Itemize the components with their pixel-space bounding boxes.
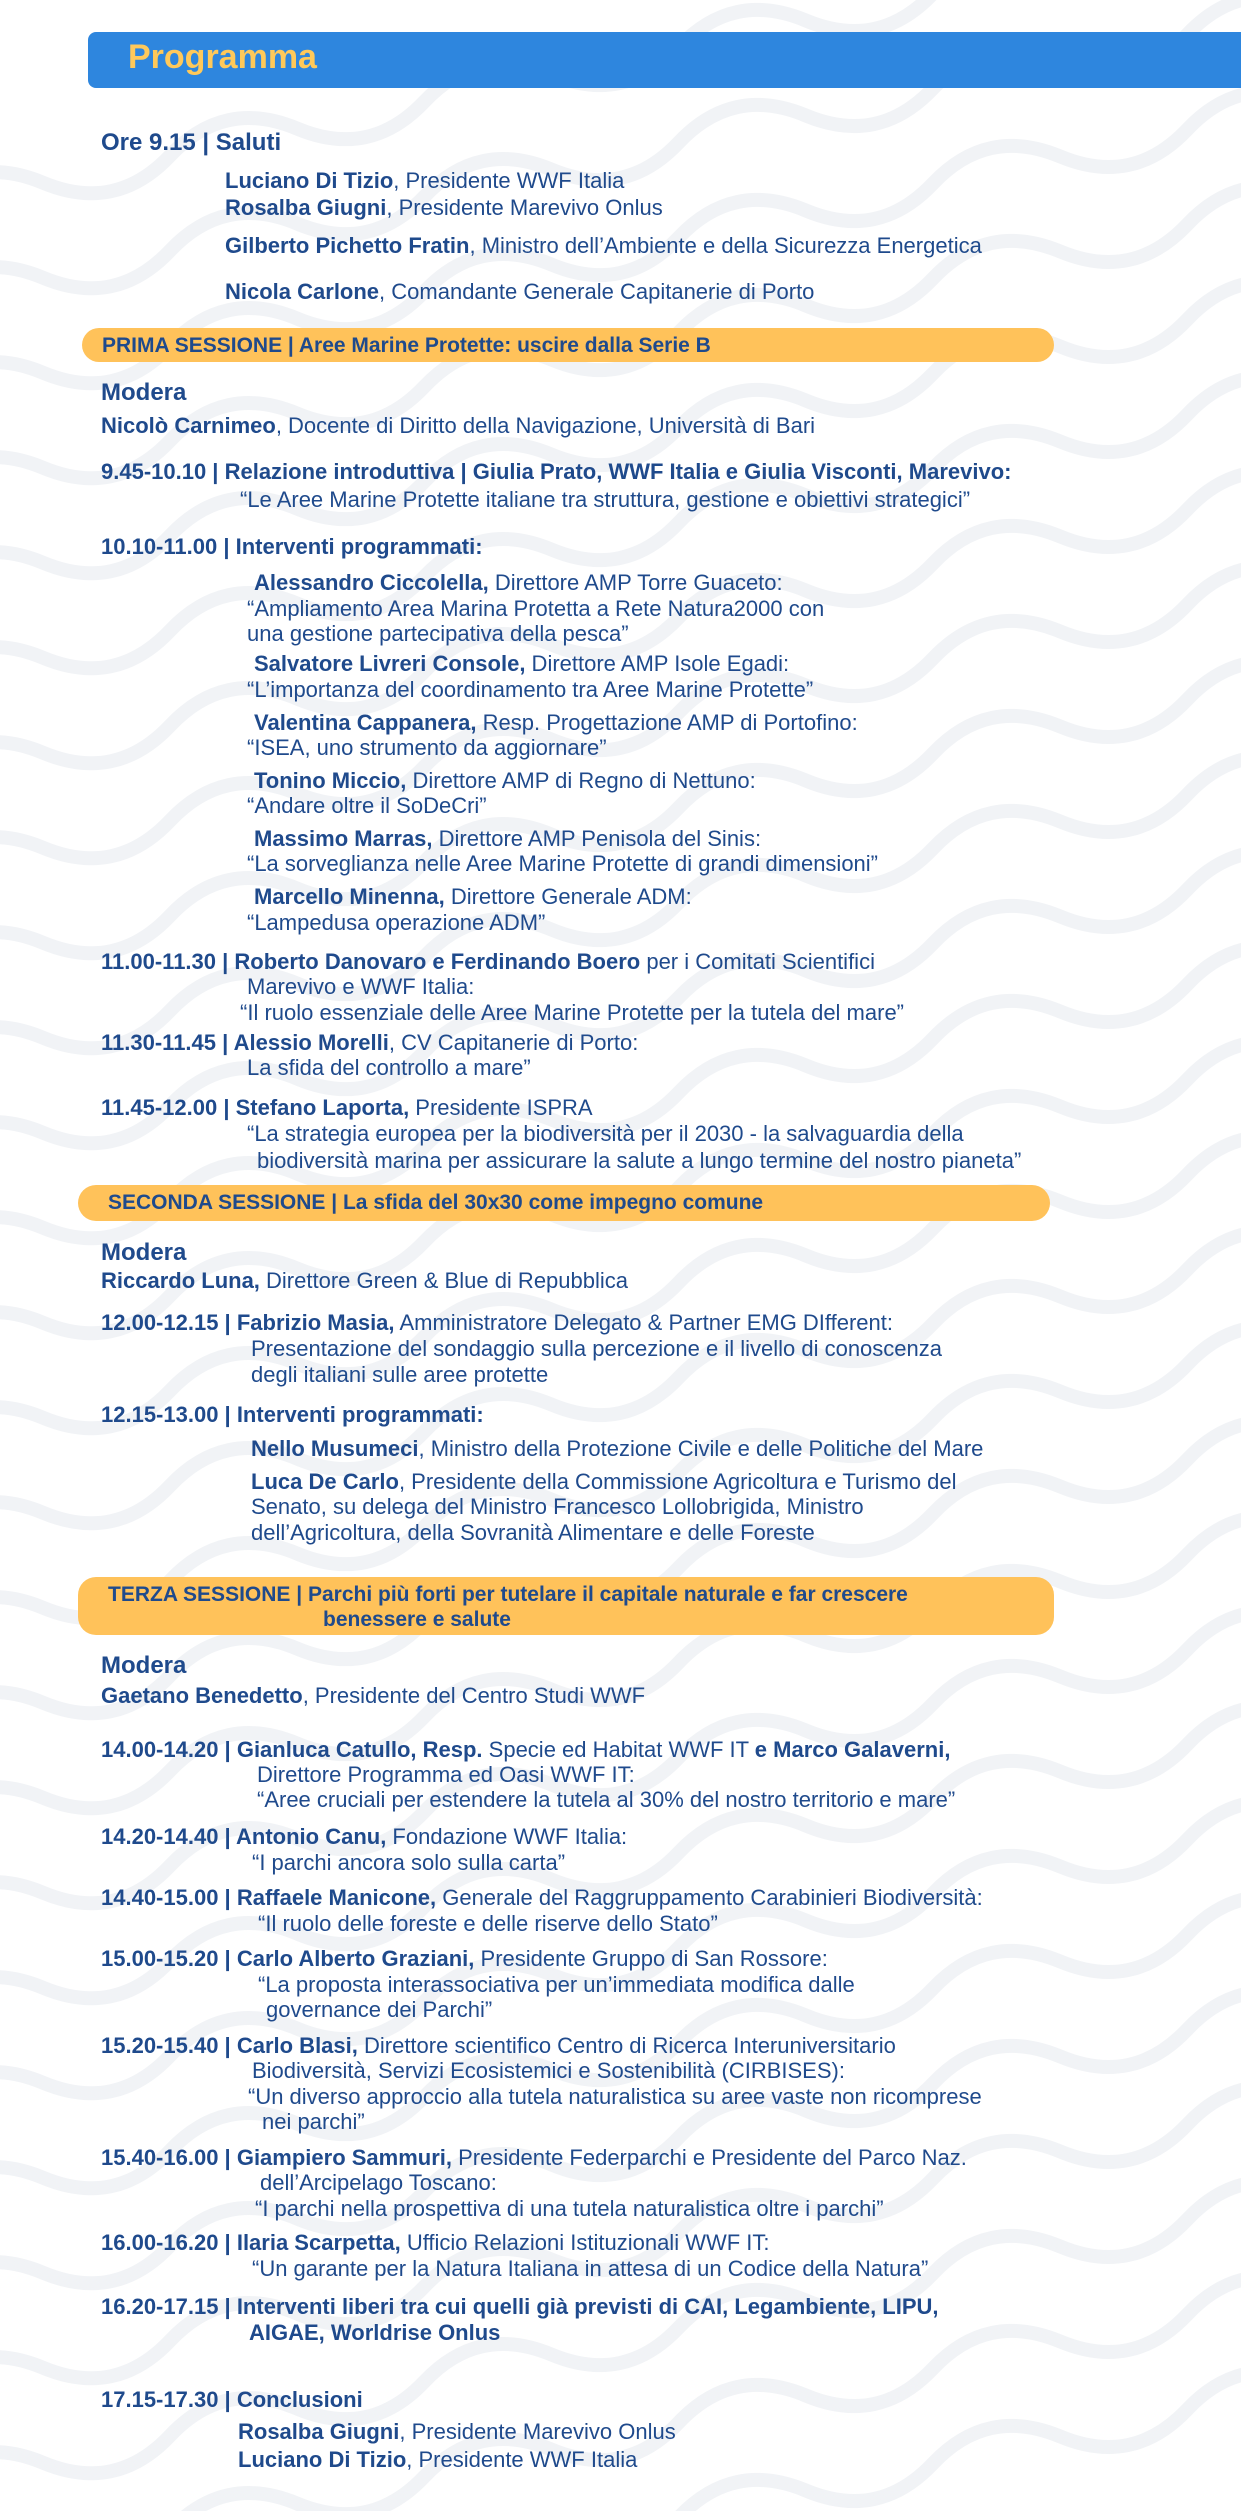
- agenda-item: 16.00-16.20 | Ilaria Scarpetta, Ufficio Relazioni Istituzionali WWF IT:: [101, 2230, 770, 2255]
- session1-talks-label: 10.10-11.00 | Interventi programmati:: [101, 534, 483, 559]
- talk-speaker: Tonino Miccio, Direttore AMP di Regno di Nettuno:: [254, 768, 756, 793]
- talk-speaker: Massimo Marras, Direttore AMP Penisola del Sinis:: [254, 826, 762, 851]
- talk-speaker: Nello Musumeci, Ministro della Protezione Civile e delle Politiche del Mare: [251, 1436, 984, 1461]
- agenda-item-line2: Biodiversità, Servizi Ecosistemici e Sostenibilità (CIRBISES):: [252, 2058, 845, 2083]
- program-title: Programma: [128, 38, 317, 76]
- talk-speaker: Alessandro Ciccolella, Direttore AMP Torre Guaceto:: [254, 570, 783, 595]
- session1-intro: 9.45-10.10 | Relazione introduttiva | Giulia Prato, WWF Italia e Giulia Visconti, Marevivo:: [101, 459, 1012, 484]
- talk-speaker-line2: Senato, su delega del Ministro Francesco Lollobrigida, Ministro: [251, 1494, 864, 1519]
- session1-header: PRIMA SESSIONE | Aree Marine Protette: uscire dalla Serie B: [82, 328, 1054, 362]
- talk-quote: “Lampedusa operazione ADM”: [247, 910, 546, 935]
- agenda-item-quote: governance dei Parchi”: [266, 1997, 493, 2022]
- opening-speaker: Luciano Di Tizio, Presidente WWF Italia: [225, 168, 625, 193]
- session2-moderator-label: Modera: [101, 1239, 187, 1266]
- talk-speaker: Valentina Cappanera, Resp. Progettazione AMP di Portofino:: [254, 710, 858, 735]
- agenda-item-line2: Presentazione del sondaggio sulla percezione e il livello di conoscenza: [251, 1336, 942, 1361]
- agenda-item: 11.00-11.30 | Roberto Danovaro e Ferdinando Boero per i Comitati Scientifici: [101, 949, 875, 974]
- agenda-item-quote: “Aree cruciali per estendere la tutela al 30% del nostro territorio e mare”: [257, 1787, 956, 1812]
- session2-moderator: Riccardo Luna, Direttore Green & Blue di Repubblica: [101, 1268, 629, 1293]
- session1-moderator-label: Modera: [101, 379, 187, 406]
- agenda-item-line2: dell’Arcipelago Toscano:: [260, 2170, 497, 2195]
- talk-quote: “L’importanza del coordinamento tra Aree Marine Protette”: [247, 677, 814, 702]
- agenda-item-quote: “I parchi nella prospettiva di una tutela naturalistica oltre i parchi”: [255, 2196, 884, 2221]
- closing-time: 17.15-17.30 | Conclusioni: [101, 2387, 363, 2412]
- agenda-item-quote: “Il ruolo delle foreste e delle riserve dello Stato”: [258, 1911, 718, 1936]
- agenda-item: 11.30-11.45 | Alessio Morelli, CV Capitanerie di Porto:: [101, 1030, 639, 1055]
- agenda-item: 11.45-12.00 | Stefano Laporta, Presidente ISPRA: [101, 1095, 593, 1120]
- session2-talks-label: 12.15-13.00 | Interventi programmati:: [101, 1402, 484, 1427]
- agenda-item: 16.20-17.15 | Interventi liberi tra cui quelli già previsti di CAI, Legambiente, LIPU,: [101, 2294, 939, 2319]
- closing-speaker: Rosalba Giugni, Presidente Marevivo Onlus: [238, 2419, 676, 2444]
- session1-intro-quote: “Le Aree Marine Protette italiane tra struttura, gestione e obiettivi strategici”: [240, 487, 971, 512]
- talk-quote: una gestione partecipativa della pesca”: [247, 621, 629, 646]
- agenda-item: 14.40-15.00 | Raffaele Manicone, Generale del Raggruppamento Carabinieri Biodiversità:: [101, 1885, 983, 1910]
- talk-speaker: Luca De Carlo, Presidente della Commissione Agricoltura e Turismo del: [251, 1469, 957, 1494]
- opening-speaker: Gilberto Pichetto Fratin, Ministro dell’Ambiente e della Sicurezza Energetica: [225, 233, 982, 258]
- agenda-item-line2: Marevivo e WWF Italia:: [247, 974, 475, 999]
- agenda-item: 15.20-15.40 | Carlo Blasi, Direttore scientifico Centro di Ricerca Interuniversitario: [101, 2033, 896, 2058]
- opening-time: Ore 9.15 | Saluti: [101, 129, 282, 156]
- agenda-item: 14.20-14.40 | Antonio Canu, Fondazione WWF Italia:: [101, 1824, 628, 1849]
- agenda-item: 15.00-15.20 | Carlo Alberto Graziani, Presidente Gruppo di San Rossore:: [101, 1946, 828, 1971]
- talk-speaker: Marcello Minenna, Direttore Generale ADM:: [254, 884, 692, 909]
- agenda-item-quote: “Un diverso approccio alla tutela naturalistica su aree vaste non ricomprese: [248, 2084, 982, 2109]
- agenda-item-quote: nei parchi”: [262, 2109, 365, 2134]
- agenda-item-quote: “I parchi ancora solo sulla carta”: [252, 1850, 566, 1875]
- session3-moderator: Gaetano Benedetto, Presidente del Centro Studi WWF: [101, 1683, 646, 1708]
- talk-quote: “ISEA, uno strumento da aggiornare”: [247, 735, 607, 760]
- agenda-item-quote: biodiversità marina per assicurare la salute a lungo termine del nostro pianeta”: [257, 1148, 1022, 1173]
- session3-header: [78, 1577, 1054, 1635]
- agenda-item: 12.00-12.15 | Fabrizio Masia, Amministratore Delegato & Partner EMG DIfferent:: [101, 1310, 894, 1335]
- talk-quote: “La sorveglianza nelle Aree Marine Protette di grandi dimensioni”: [247, 851, 879, 876]
- agenda-item-quote: “La proposta interassociativa per un’immediata modifica dalle: [258, 1972, 855, 1997]
- agenda-item-line3: degli italiani sulle aree protette: [251, 1362, 549, 1387]
- talk-speaker-line3: dell’Agricoltura, della Sovranità Alimentare e delle Foreste: [251, 1520, 815, 1545]
- session1-moderator: Nicolò Carnimeo, Docente di Diritto della Navigazione, Università di Bari: [101, 413, 816, 438]
- agenda-item: 14.00-14.20 | Gianluca Catullo, Resp. Specie ed Habitat WWF IT e Marco Galaverni,: [101, 1737, 951, 1762]
- opening-speaker: Nicola Carlone, Comandante Generale Capitanerie di Porto: [225, 279, 815, 304]
- agenda-item: 15.40-16.00 | Giampiero Sammuri, Presidente Federparchi e Presidente del Parco Naz.: [101, 2145, 967, 2170]
- session3-header-line2: benessere e salute: [323, 1608, 511, 1631]
- session2-header: SECONDA SESSIONE | La sfida del 30x30 come impegno comune: [78, 1185, 1050, 1221]
- program-title-bar: [88, 32, 1241, 88]
- agenda-item-quote: “Un garante per la Natura Italiana in attesa di un Codice della Natura”: [252, 2256, 929, 2281]
- session3-moderator-label: Modera: [101, 1652, 187, 1679]
- opening-speaker: Rosalba Giugni, Presidente Marevivo Onlus: [225, 195, 663, 220]
- agenda-item-quote: “La strategia europea per la biodiversità per il 2030 - la salvaguardia della: [247, 1121, 964, 1146]
- talk-quote: “Andare oltre il SoDeCri”: [247, 793, 487, 818]
- agenda-item-quote: “Il ruolo essenziale delle Aree Marine Protette per la tutela del mare”: [240, 1000, 905, 1025]
- agenda-item-quote: La sfida del controllo a mare”: [247, 1055, 531, 1080]
- talk-speaker: Salvatore Livreri Console, Direttore AMP Isole Egadi:: [254, 651, 790, 676]
- closing-speaker: Luciano Di Tizio, Presidente WWF Italia: [238, 2447, 638, 2472]
- talk-quote: “Ampliamento Area Marina Protetta a Rete Natura2000 con: [247, 596, 825, 621]
- agenda-item-line2: Direttore Programma ed Oasi WWF IT:: [257, 1762, 635, 1787]
- agenda-item-line2: AIGAE, Worldrise Onlus: [249, 2320, 501, 2345]
- session3-header-line1: TERZA SESSIONE | Parchi più forti per tutelare il capitale naturale e far crescere: [108, 1583, 908, 1606]
